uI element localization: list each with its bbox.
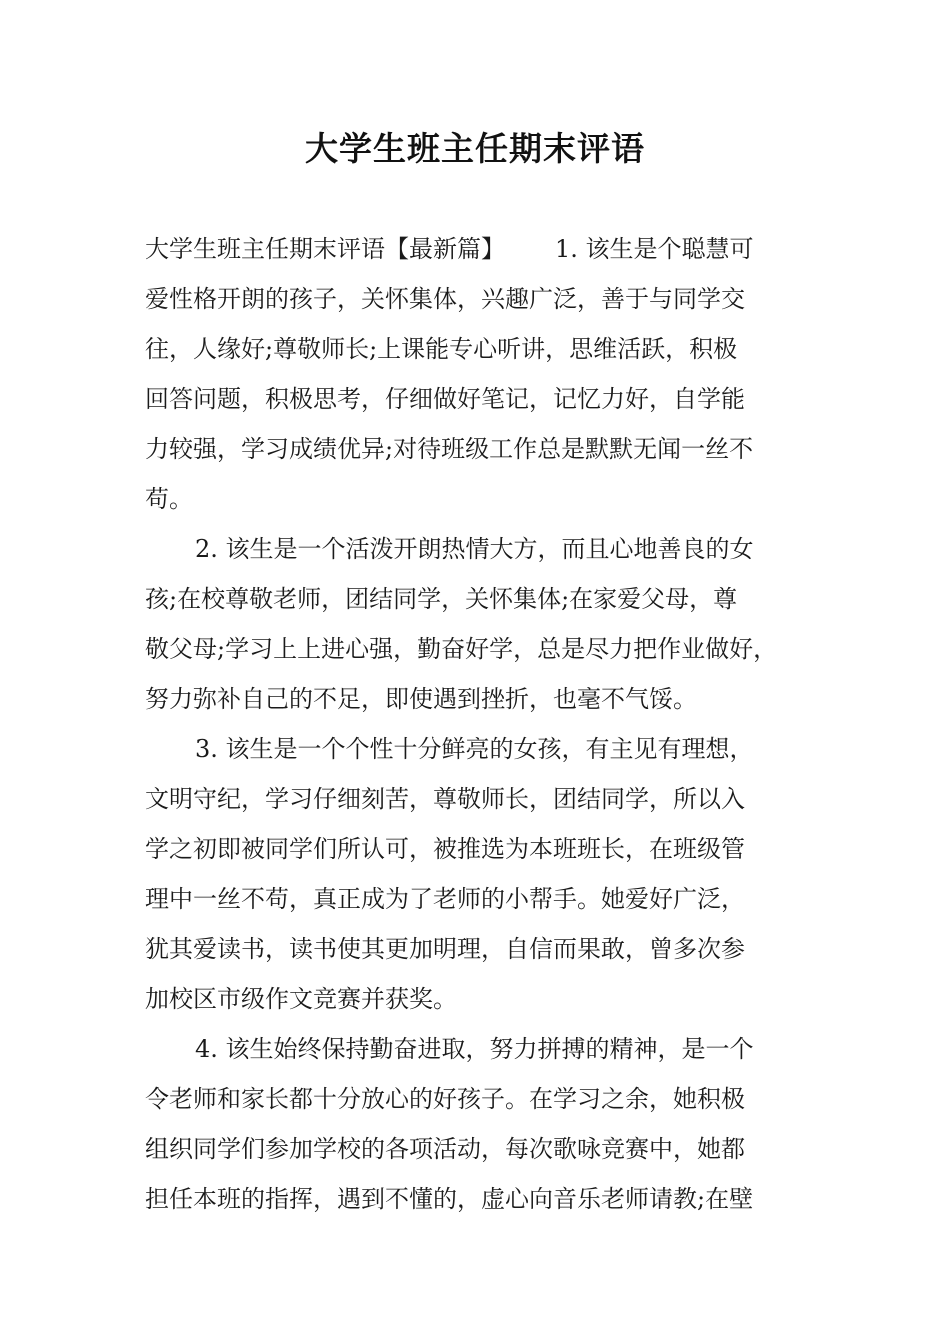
text-line: 担任本班的指挥，遇到不懂的，虚心向音乐老师请教;在壁 xyxy=(145,1185,754,1213)
text-line: 努力弥补自己的不足，即使遇到挫折，也毫不气馁。 xyxy=(145,685,697,713)
text-line: 组织同学们参加学校的各项活动，每次歌咏竞赛中，她都 xyxy=(145,1135,745,1163)
text-line: 学之初即被同学们所认可，被推选为本班班长，在班级管 xyxy=(145,835,745,863)
paragraph-3-start: 3. 该生是一个个性十分鲜亮的女孩，有主见有理想， xyxy=(195,735,754,763)
text-line: 回答问题，积极思考，仔细做好笔记，记忆力好，自学能 xyxy=(145,385,745,413)
text-line: 文明守纪，学习仔细刻苦，尊敬师长，团结同学，所以入 xyxy=(145,785,745,813)
paragraph-4-start: 4. 该生始终保持勤奋进取，努力拼搏的精神，是一个 xyxy=(195,1035,754,1063)
text-line: 苟。 xyxy=(145,485,193,513)
text-line: 理中一丝不苟，真正成为了老师的小帮手。她爱好广泛， xyxy=(145,885,745,913)
subtitle-text: 大学生班主任期末评语【最新篇】 xyxy=(145,235,505,263)
item-1-start: 1. 该生是个聪慧可 xyxy=(555,235,754,263)
document-body xyxy=(145,224,807,1224)
text-line: 孩;在校尊敬老师，团结同学，关怀集体;在家爱父母，尊 xyxy=(145,585,738,613)
text-line: 令老师和家长都十分放心的好孩子。在学习之余，她积极 xyxy=(145,1085,745,1113)
text-line xyxy=(145,224,807,274)
text-line: 犹其爱读书，读书使其更加明理，自信而果敢，曾多次参 xyxy=(145,935,745,963)
text-line: 爱性格开朗的孩子，关怀集体，兴趣广泛，善于与同学交 xyxy=(145,285,745,313)
text-line: 力较强，学习成绩优异;对待班级工作总是默默无闻一丝不 xyxy=(145,435,754,463)
paragraph-2-start: 2. 该生是一个活泼开朗热情大方，而且心地善良的女 xyxy=(195,535,754,563)
text-line: 往，人缘好;尊敬师长;上课能专心听讲，思维活跃，积极 xyxy=(145,335,738,363)
text-line: 加校区市级作文竞赛并获奖。 xyxy=(145,985,457,1013)
document-title: 大学生班主任期末评语 xyxy=(305,129,645,168)
text-line: 敬父母;学习上上进心强，勤奋好学，总是尽力把作业做好， xyxy=(145,635,778,663)
